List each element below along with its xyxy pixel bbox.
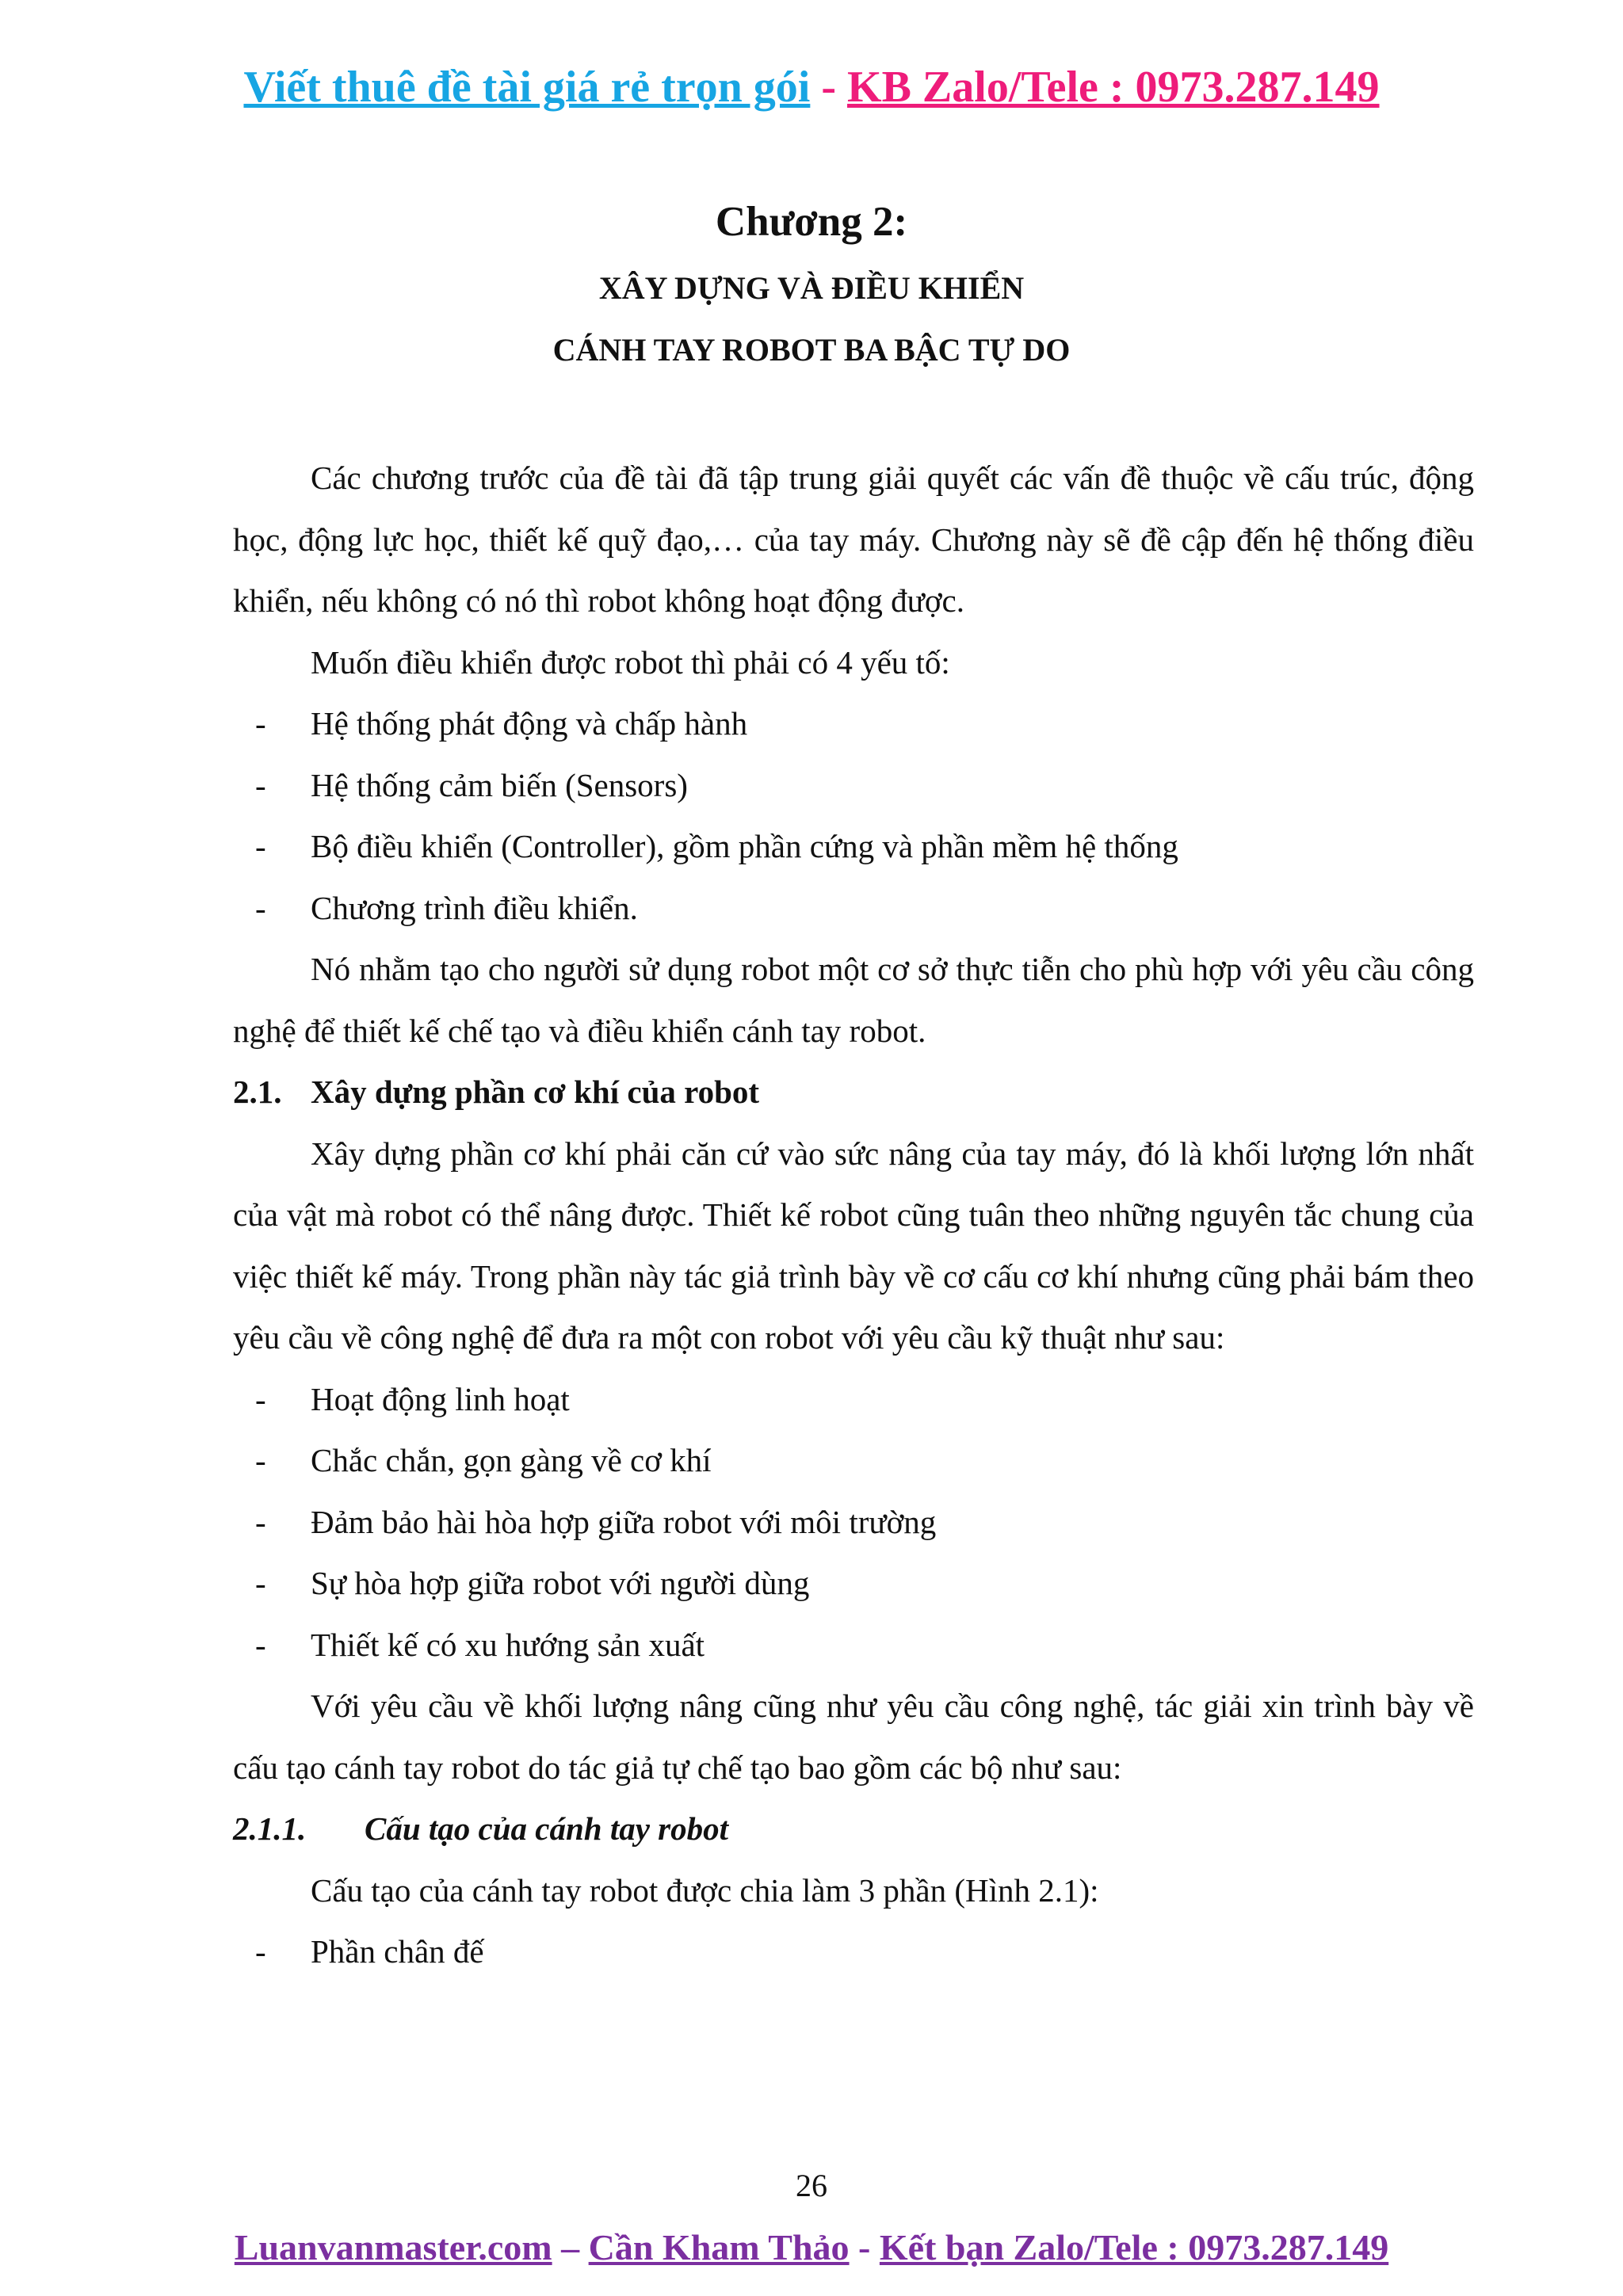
dash-bullet: - xyxy=(255,1626,266,1663)
parts-intro: Cấu tạo của cánh tay robot được chia làm 3 phần (Hình 2.1): xyxy=(311,1871,1099,1909)
document-body xyxy=(233,448,1474,1983)
list-item xyxy=(233,1430,1474,1492)
list-item xyxy=(233,878,1474,940)
list-item-text: Bộ điều khiển (Controller), gồm phần cứng và phần mềm hệ thống xyxy=(311,828,1178,864)
dash-bullet: - xyxy=(255,1442,266,1478)
list-item-text: Hệ thống phát động và chấp hành xyxy=(311,705,748,742)
dash-bullet: - xyxy=(255,766,266,803)
dash-bullet: - xyxy=(255,1565,266,1601)
page-number: 26 xyxy=(796,2168,827,2203)
mechanical-paragraph: Xây dựng phần cơ khí phải căn cứ vào sức nâng của tay máy, đó là khối lượng lớn nhất của vật mà robot có thể nâng được. Thiết kế robot cũng tuân theo những nguyên tắc chung của việc thiết kế máy. Trong phần này tác giả trình bày về cơ cấu cơ khí nhưng cũng phải bám theo yêu cầu về công nghệ để đưa ra một con robot với yêu cầu kỹ thuật như sau: xyxy=(233,1135,1474,1356)
section-heading-2-1 xyxy=(233,1062,1474,1123)
dash-bullet: - xyxy=(255,889,266,926)
list-item-text: Sự hòa hợp giữa robot với người dùng xyxy=(311,1565,810,1601)
header-link-contact[interactable]: KB Zalo/Tele : 0973.287.149 xyxy=(847,63,1380,112)
list-item-text: Thiết kế có xu hướng sản xuất xyxy=(311,1626,705,1663)
list-item xyxy=(233,1921,1474,1983)
section-number: 2.1.1. xyxy=(233,1810,307,1847)
structure-paragraph: Với yêu cầu về khối lượng nâng cũng như yêu cầu công nghệ, tác giải xin trình bày về cấu tạo cánh tay robot do tác giả tự chế tạo bao gồm các bộ như sau: xyxy=(233,1688,1474,1786)
chapter-subtitle-line2: CÁNH TAY ROBOT BA BẬC TỰ DO xyxy=(552,332,1071,368)
chapter-title: Chương 2: xyxy=(715,199,908,245)
list-item xyxy=(233,1553,1474,1615)
header-link-service[interactable]: Viết thuê đề tài giá rẻ trọn gói xyxy=(243,63,811,112)
section-title: Cấu tạo của cánh tay robot xyxy=(365,1810,729,1847)
chapter-subtitle-line1: XÂY DỰNG VÀ ĐIỀU KHIỂN xyxy=(598,270,1025,306)
footer-link-site[interactable]: Luanvanmaster.com xyxy=(234,2227,552,2267)
section-number: 2.1. xyxy=(233,1074,282,1110)
list-item-text: Chắc chắn, gọn gàng về cơ khí xyxy=(311,1442,712,1478)
list-item-text: Hệ thống cảm biến (Sensors) xyxy=(311,766,688,803)
list-item xyxy=(233,816,1474,878)
factors-intro: Muốn điều khiển được robot thì phải có 4 yếu tố: xyxy=(311,643,950,681)
footer-separator: - xyxy=(849,2227,880,2267)
intro-paragraph: Các chương trước của đề tài đã tập trung giải quyết các vấn đề thuộc về cấu trúc, động học, động lực học, thiết kế quỹ đạo,… của tay máy. Chương này sẽ đề cập đến hệ thống điều khiển, nếu không có nó thì robot không hoạt động được. xyxy=(233,460,1474,619)
purpose-paragraph: Nó nhằm tạo cho người sử dụng robot một cơ sở thực tiễn cho phù hợp với yêu cầu công nghệ để thiết kế chế tạo và điều khiển cánh tay robot. xyxy=(233,951,1474,1049)
section-title: Xây dựng phần cơ khí của robot xyxy=(311,1074,760,1110)
list-item-text: Hoạt động linh hoạt xyxy=(311,1380,570,1417)
dash-bullet: - xyxy=(255,828,266,864)
list-item xyxy=(233,1615,1474,1676)
requirements-list xyxy=(233,1369,1474,1676)
dash-bullet: - xyxy=(255,705,266,742)
dash-bullet: - xyxy=(255,1933,266,1970)
dash-bullet: - xyxy=(255,1380,266,1417)
factors-list xyxy=(233,693,1474,939)
list-item xyxy=(233,1369,1474,1431)
footer-banner xyxy=(0,2226,1623,2268)
section-heading-2-1-1 xyxy=(233,1798,1474,1860)
list-item-text: Phần chân đế xyxy=(311,1933,484,1970)
footer-separator: – xyxy=(552,2227,589,2267)
list-item xyxy=(233,755,1474,817)
list-item-text: Chương trình điều khiển. xyxy=(311,889,638,926)
footer-link-name[interactable]: Cần Kham Thảo xyxy=(588,2227,850,2267)
footer-link-contact[interactable]: Kết bạn Zalo/Tele : 0973.287.149 xyxy=(879,2227,1389,2267)
list-item-text: Đảm bảo hài hòa hợp giữa robot với môi trường xyxy=(311,1503,937,1540)
header-separator: - xyxy=(810,63,848,112)
parts-list xyxy=(233,1921,1474,1983)
header-banner xyxy=(0,62,1623,113)
list-item xyxy=(233,693,1474,755)
dash-bullet: - xyxy=(255,1503,266,1540)
list-item xyxy=(233,1492,1474,1554)
